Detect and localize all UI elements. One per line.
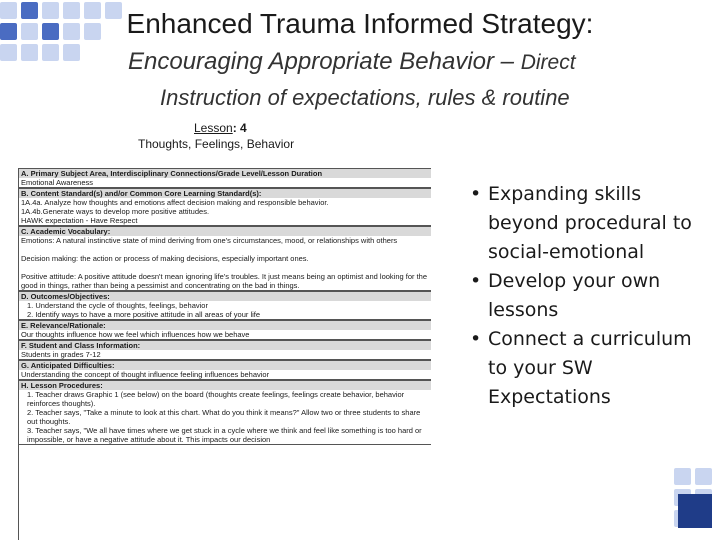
section-body <box>19 330 431 339</box>
section-body <box>19 301 431 319</box>
spacer <box>21 245 429 254</box>
spacer <box>21 263 429 272</box>
subtitle-main: Encouraging Appropriate Behavior – <box>128 48 515 75</box>
section-line: HAWK expectation - Have Respect <box>21 216 138 225</box>
section-line: 1. Teacher draws Graphic 1 (see below) on the board (thoughts create feelings, feelings create behavior, behavior reinforces thoughts). <box>27 390 405 408</box>
section-header: D. Outcomes/Objectives: <box>19 291 431 301</box>
section-line: Decision making: the action or process of making decisions, especially important ones. <box>21 254 309 263</box>
decorative-square <box>0 44 17 61</box>
section-body <box>19 198 431 225</box>
section-header: F. Student and Class Information: <box>19 340 431 350</box>
bullet-list <box>462 180 692 412</box>
section-line: 1. Understand the cycle of thoughts, feelings, behavior <box>27 301 208 310</box>
section-header: H. Lesson Procedures: <box>19 380 431 390</box>
section-header: G. Anticipated Difficulties: <box>19 360 431 370</box>
decorative-square <box>21 44 38 61</box>
lesson-plan-document <box>18 168 431 540</box>
lesson-header <box>138 120 294 152</box>
section-line: 1A.4a. Analyze how thoughts and emotions affect decision making and responsible behavior. <box>21 198 329 207</box>
section-line: Emotional Awareness <box>21 178 93 187</box>
document-section <box>19 380 431 445</box>
document-section <box>19 291 431 320</box>
bullet-item: • Expanding skills beyond procedural to social-emotional <box>462 180 692 267</box>
section-line: Positive attitude: A positive attitude doesn't mean ignoring life's troubles. It just means being an optimist and looking for the good in things, rather than being a pessimist and concentrating on the bad in things. <box>21 272 428 290</box>
section-line: Understanding the concept of thought influence feeling influences behavior <box>21 370 270 379</box>
slide-subtitle-line1 <box>128 48 576 76</box>
decorative-square <box>695 468 712 485</box>
section-body <box>19 390 431 444</box>
document-section <box>19 226 431 291</box>
decorative-square <box>63 44 80 61</box>
lesson-label: Lesson <box>194 121 233 135</box>
bullet-item: • Connect a curriculum to your SW Expectations <box>462 325 692 412</box>
section-header: A. Primary Subject Area, Interdisciplinary Connections/Grade Level/Lesson Duration <box>19 168 431 178</box>
document-section <box>19 340 431 360</box>
section-line: Emotions: A natural instinctive state of mind deriving from one's circumstances, mood, or relationships with others <box>21 236 398 245</box>
document-section <box>19 188 431 226</box>
decorative-square <box>674 468 691 485</box>
slide-title: Enhanced Trauma Informed Strategy: <box>126 8 594 39</box>
document-section <box>19 320 431 340</box>
section-line: 3. Teacher says, "We all have times where we get stuck in a cycle where we think and feel like something is too hard or impossible, or have a negative attitude about it. This impacts our decision <box>27 426 422 444</box>
document-section <box>19 168 431 188</box>
lesson-number: : 4 <box>232 121 247 135</box>
decorative-square <box>42 44 59 61</box>
school-logo <box>678 494 712 528</box>
section-line: Our thoughts influence how we feel which influences how we behave <box>21 330 250 339</box>
lesson-topic: Thoughts, Feelings, Behavior <box>138 137 295 151</box>
section-line: Students in grades 7-12 <box>21 350 101 359</box>
section-header: B. Content Standard(s) and/or Common Core Learning Standard(s): <box>19 188 431 198</box>
section-body <box>19 370 431 379</box>
section-line: 2. Identify ways to have a more positive attitude in all areas of your life <box>27 310 261 319</box>
section-body <box>19 236 431 290</box>
document-section <box>19 360 431 380</box>
section-line: 2. Teacher says, "Take a minute to look at this chart. What do you think it means?" Allow two or three students to share out thoughts. <box>27 408 421 426</box>
subtitle-tail: Direct <box>520 51 576 74</box>
section-body <box>19 350 431 359</box>
section-header: C. Academic Vocabulary: <box>19 226 431 236</box>
section-body <box>19 178 431 187</box>
section-line: 1A.4b.Generate ways to develop more positive attitudes. <box>21 207 210 216</box>
bullet-item: • Develop your own lessons <box>462 267 692 325</box>
slide-subtitle-line2: Instruction of expectations, rules & routine <box>160 85 570 110</box>
section-header: E. Relevance/Rationale: <box>19 320 431 330</box>
